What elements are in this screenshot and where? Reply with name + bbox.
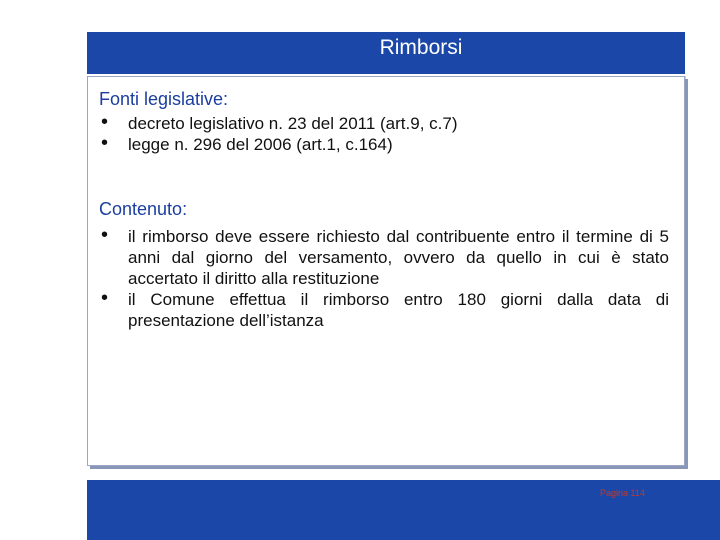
list-item [99,134,457,155]
bullet-icon: • [101,224,109,246]
fonti-item-text: legge n. 296 del 2006 (art.1, c.164) [128,135,393,154]
list-item [99,226,669,289]
fonti-list [99,113,457,155]
list-item [99,113,457,134]
slide-title: Rimborsi [379,36,463,59]
contenuto-item-text: il rimborso deve essere richiesto dal contribuente entro il termine di 5 anni dal giorno del versamento, ovvero da quello in cui è stato accertato il diritto alla restituzione [128,227,669,288]
bullet-icon: • [101,132,109,154]
contenuto-item-text: il Comune effettua il rimborso entro 180 giorni dalla data di presentazione dell’istanza [128,290,669,330]
contenuto-list [99,226,669,331]
bullet-icon: • [101,287,109,309]
contenuto-heading: Contenuto: [99,199,188,219]
bullet-icon: • [101,111,109,133]
page-number: Pagina 114 [600,488,645,498]
fonti-item-text: decreto legislativo n. 23 del 2011 (art.9, c.7) [128,114,458,133]
list-item [99,289,669,331]
fonti-heading: Fonti legislative: [99,89,229,109]
